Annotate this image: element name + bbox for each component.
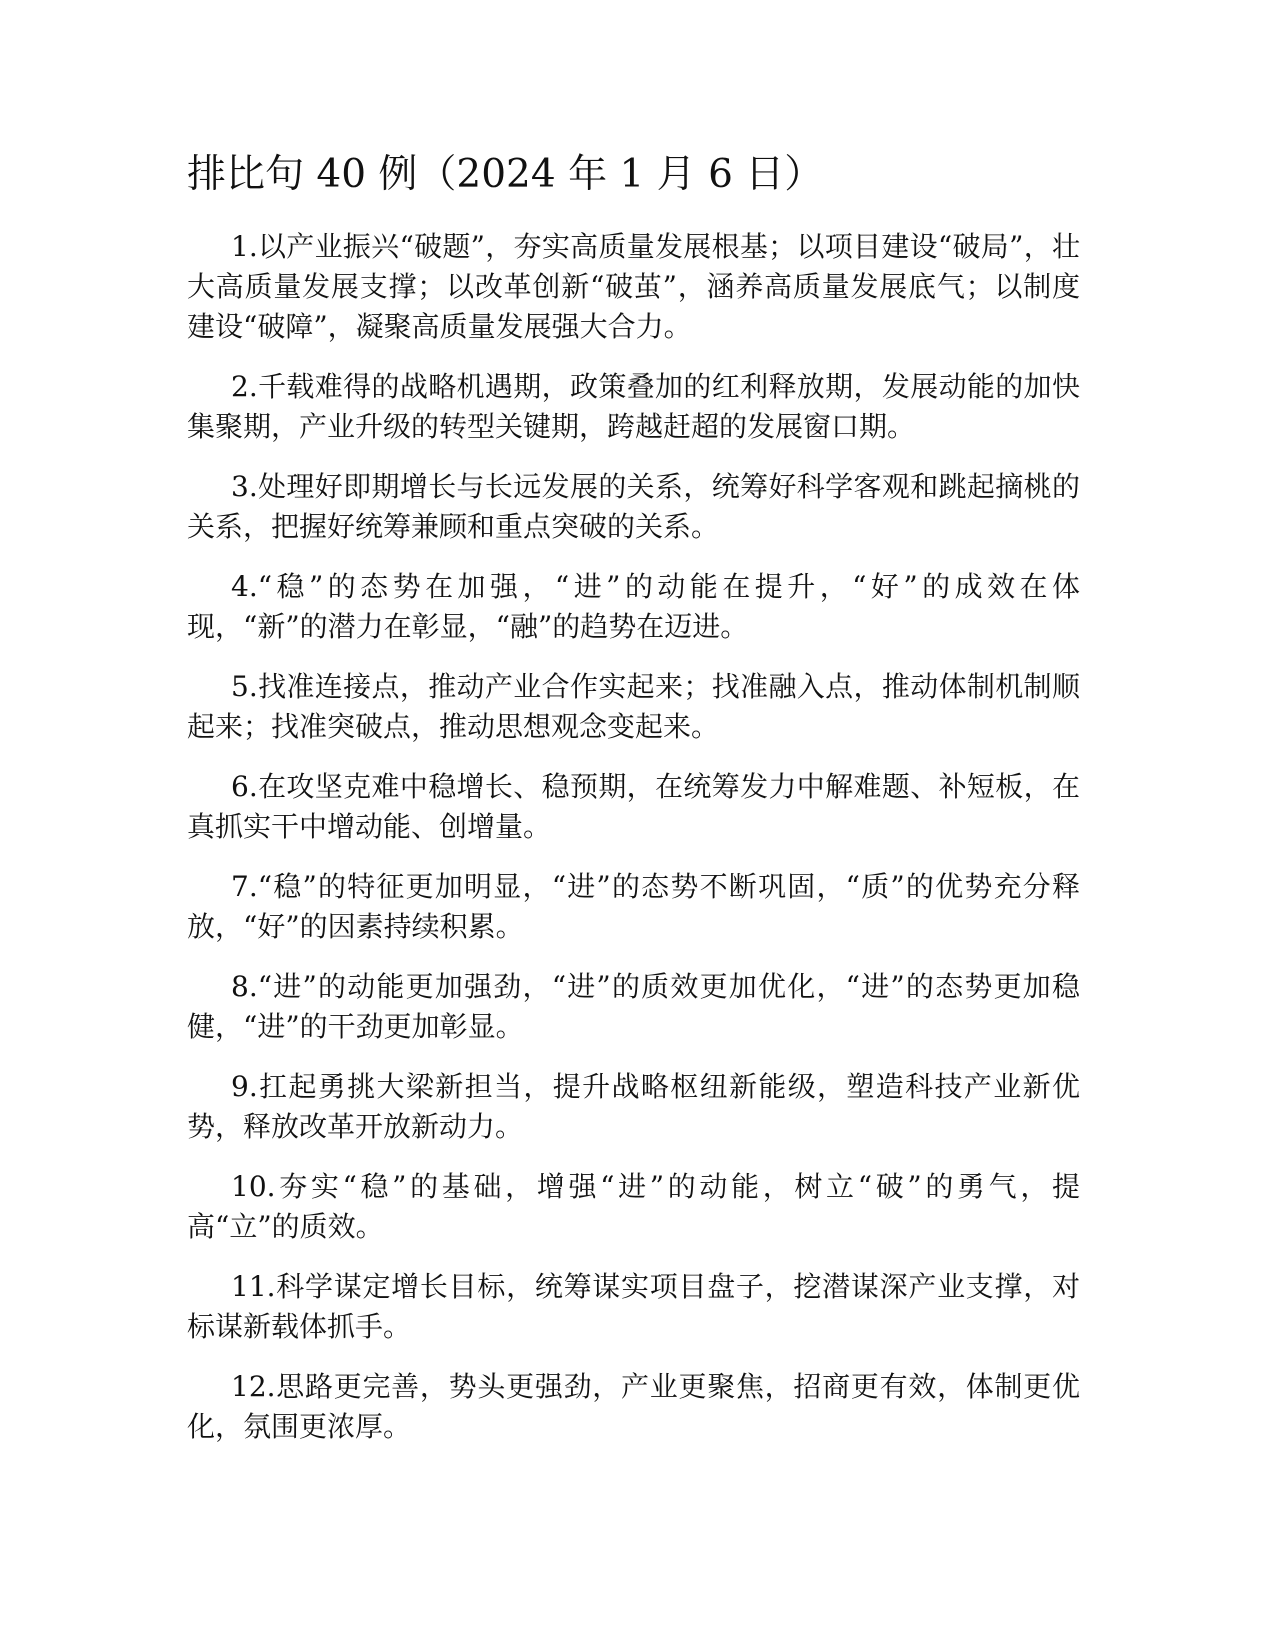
- list-item: 3.处理好即期增长与长远发展的关系，统筹好科学客观和跳起摘桃的关系，把握好统筹兼顾和重点突破的关系。: [187, 470, 1080, 543]
- list-item: 9.扛起勇挑大梁新担当，提升战略枢纽新能级，塑造科技产业新优势，释放改革开放新动力。: [187, 1070, 1080, 1143]
- list-item: 12.思路更完善，势头更强劲，产业更聚焦，招商更有效，体制更优化，氛围更浓厚。: [187, 1370, 1080, 1443]
- list-item: 8.“进”的动能更加强劲，“进”的质效更加优化，“进”的态势更加稳健，“进”的干劲更加彰显。: [187, 970, 1080, 1043]
- list-item: 4.“稳”的态势在加强，“进”的动能在提升，“好”的成效在体现，“新”的潜力在彰显，“融”的趋势在迈进。: [187, 570, 1080, 643]
- document-title: 排比句 40 例（2024 年 1 月 6 日）: [187, 152, 824, 197]
- document-content: [187, 150, 1080, 1467]
- list-item: 11.科学谋定增长目标，统筹谋实项目盘子，挖潜谋深产业支撑，对标谋新载体抓手。: [187, 1270, 1080, 1343]
- list-item: 6.在攻坚克难中稳增长、稳预期，在统筹发力中解难题、补短板，在真抓实干中增动能、创增量。: [187, 770, 1080, 843]
- list-item: 5.找准连接点，推动产业合作实起来；找准融入点，推动体制机制顺起来；找准突破点，推动思想观念变起来。: [187, 670, 1080, 743]
- example-list: [187, 227, 1080, 1447]
- list-item: 2.千载难得的战略机遇期，政策叠加的红利释放期，发展动能的加快集聚期，产业升级的转型关键期，跨越赶超的发展窗口期。: [187, 370, 1080, 443]
- list-item: 10.夯实“稳”的基础，增强“进”的动能，树立“破”的勇气，提高“立”的质效。: [187, 1170, 1080, 1243]
- list-item: 1.以产业振兴“破题”，夯实高质量发展根基；以项目建设“破局”，壮大高质量发展支撑；以改革创新“破茧”，涵养高质量发展底气；以制度建设“破障”，凝聚高质量发展强大合力。: [187, 230, 1080, 343]
- list-item: 7.“稳”的特征更加明显，“进”的态势不断巩固，“质”的优势充分释放，“好”的因素持续积累。: [187, 870, 1080, 943]
